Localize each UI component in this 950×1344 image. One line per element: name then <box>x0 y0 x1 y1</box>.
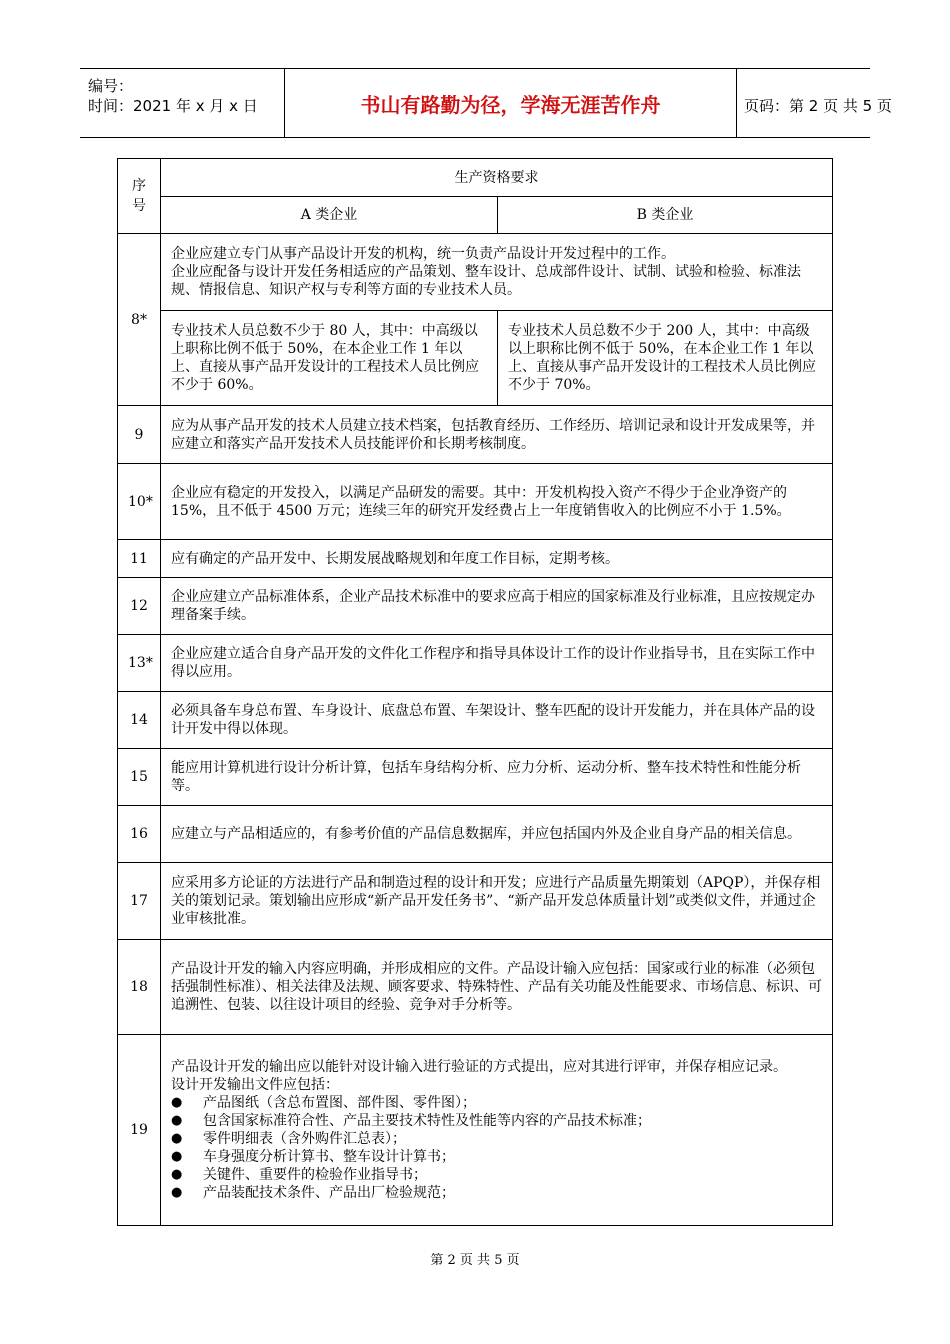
document-date-label: 时间：2021 年 x 月 x 日 <box>88 97 258 115</box>
table-row <box>118 635 833 692</box>
table-header-row <box>118 159 833 197</box>
row-requirement: 能应用计算机进行设计分析计算，包括车身结构分析、应力分析、运动分析、整车技术特性和性能分析等。 <box>161 749 833 806</box>
row-number: 18 <box>118 940 161 1035</box>
header-info <box>80 69 284 137</box>
table-row <box>118 406 833 464</box>
row-requirement: 企业应有稳定的开发投入，以满足产品研发的需要。其中：开发机构投入资产不得少于企业净资产的 15%，且不低于 4500 万元；连续三年的研究开发经费占上一年度销售收入的比例应不小于 1.5%。 <box>161 464 833 540</box>
table-subheader-row <box>118 197 833 234</box>
page-footer: 第 2 页 共 5 页 <box>430 1253 520 1268</box>
table-row <box>118 863 833 940</box>
row-number: 16 <box>118 806 161 863</box>
page-header <box>80 68 892 138</box>
row-requirement: 应为从事产品开发的技术人员建立技术档案，包括教育经历、工作经历、培训记录和设计开发成果等，并应建立和落实产品开发技术人员技能评价和长期考核制度。 <box>161 406 833 464</box>
row-number: 9 <box>118 406 161 464</box>
table-row-split <box>118 311 833 406</box>
row-requirement: 应建立与产品相适应的，有参考价值的产品信息数据库，并应包括国内外及企业自身产品的相关信息。 <box>161 806 833 863</box>
col-header-seq: 序号 <box>118 159 161 234</box>
row-number: 17 <box>118 863 161 940</box>
table-row <box>118 464 833 540</box>
table-row <box>118 234 833 311</box>
row-requirement: 产品设计开发的输出应以能针对设计输入进行验证的方式提出，应对其进行评审，并保存相应记录。 设计开发输出文件应包括： ● 产品图纸（含总布置图、部件图、零件图）； ● 包含国家标准符合性、产品主要技术特性及性能等内容的产品技术标准； ● 零件明细表（含外购件汇总表）； ● 车身强度分析计算书、整车设计计算书； ● 关键件、重要件的检验作业指导书； ● 产品装配技术条件、产品出厂检验规范； <box>161 1035 833 1226</box>
bullet-item: ● 包含国家标准符合性、产品主要技术特性及性能等内容的产品技术标准； <box>171 1112 822 1130</box>
row-number: 14 <box>118 692 161 749</box>
row-number: 15 <box>118 749 161 806</box>
bullet-item: ● 关键件、重要件的检验作业指导书； <box>171 1166 822 1184</box>
table-row <box>118 578 833 635</box>
col-header-class-b: B 类企业 <box>498 197 833 234</box>
class-a-requirement: 专业技术人员总数不少于 80 人，其中：中高级以上职称比例不低于 50%，在本企业工作 1 年以上、直接从事产品开发设计的工程技术人员比例应不少于 60%。 <box>161 311 498 406</box>
col-header-class-a: A 类企业 <box>161 197 498 234</box>
col-header-requirements: 生产资格要求 <box>161 159 833 197</box>
row-number: 11 <box>118 540 161 578</box>
class-b-requirement: 专业技术人员总数不少于 200 人，其中：中高级以上职称比例不低于 50%，在本企业工作 1 年以上、直接从事产品开发设计的工程技术人员比例应不少于 70%。 <box>498 311 833 406</box>
table-row <box>118 806 833 863</box>
row-requirement: 应有确定的产品开发中、长期发展战略规划和年度工作目标，定期考核。 <box>161 540 833 578</box>
row-number: 12 <box>118 578 161 635</box>
bullet-item: ● 产品图纸（含总布置图、部件图、零件图）； <box>171 1094 822 1112</box>
table-row <box>118 692 833 749</box>
row-requirement: 企业应建立专门从事产品设计开发的机构，统一负责产品设计开发过程中的工作。 企业应配备与设计开发任务相适应的产品策划、整车设计、总成部件设计、试制、试验和检验、标准法规、情报信息、知识产权与专利等方面的专业技术人员。 <box>161 234 833 311</box>
document-code-label: 编号： <box>88 77 134 95</box>
bullet-item: ● 产品装配技术条件、产品出厂检验规范； <box>171 1184 822 1202</box>
bullet-item: ● 零件明细表（含外购件汇总表）； <box>171 1130 822 1148</box>
header-page-number: 页码：第 2 页 共 5 页 <box>744 97 892 115</box>
table-row <box>118 749 833 806</box>
row-number: 8* <box>118 234 161 406</box>
row-requirement: 企业应建立适合自身产品开发的文件化工作程序和指导具体设计工作的设计作业指导书，且在实际工作中得以应用。 <box>161 635 833 692</box>
header-motto: 书山有路勤为径，学海无涯苦作舟 <box>360 93 661 117</box>
header-page-cell <box>736 69 892 137</box>
table-row <box>118 1035 833 1226</box>
row-requirement: 必须具备车身总布置、车身设计、底盘总布置、车架设计、整车匹配的设计开发能力，并在具体产品的设计开发中得以体现。 <box>161 692 833 749</box>
row-requirement: 应采用多方论证的方法进行产品和制造过程的设计和开发；应进行产品质量先期策划（APQP），并保存相关的策划记录。策划输出应形成“新产品开发任务书”、“新产品开发总体质量计划”或类似文件，并通过企业审核批准。 <box>161 863 833 940</box>
requirements-table <box>117 158 833 1226</box>
row-requirement: 企业应建立产品标准体系，企业产品技术标准中的要求应高于相应的国家标准及行业标准，且应按规定办理备案手续。 <box>161 578 833 635</box>
row-number: 19 <box>118 1035 161 1226</box>
row-number: 10* <box>118 464 161 540</box>
row-requirement: 产品设计开发的输入内容应明确，并形成相应的文件。产品设计输入应包括：国家或行业的标准（必须包括强制性标准）、相关法律及法规、顾客要求、特殊特性、产品有关功能及性能要求、市场信息、标识、可追溯性、包装、以往设计项目的经验、竞争对手分析等。 <box>161 940 833 1035</box>
table-row <box>118 940 833 1035</box>
row-number: 13* <box>118 635 161 692</box>
bullet-item: ● 车身强度分析计算书、整车设计计算书； <box>171 1148 822 1166</box>
header-motto-cell <box>284 69 737 137</box>
table-row <box>118 540 833 578</box>
